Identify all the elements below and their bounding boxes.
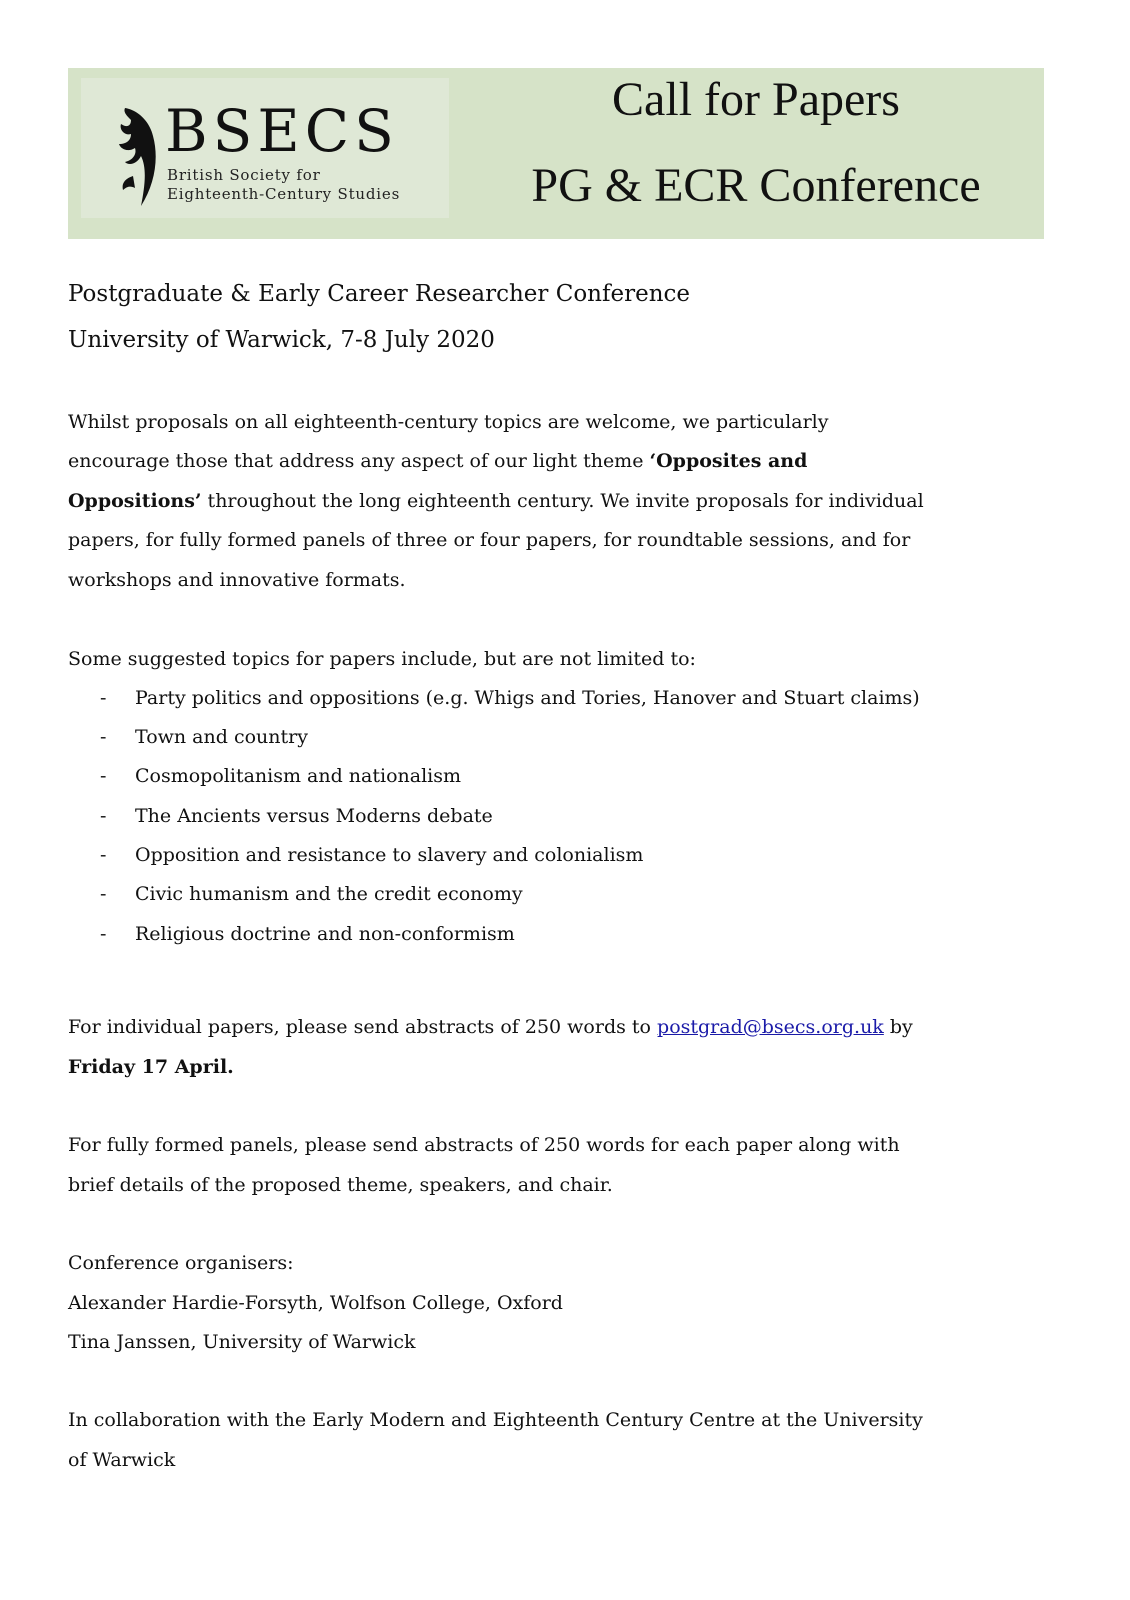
logo-wordmark: BSECS (165, 97, 399, 165)
description-line-1: Whilst proposals on all eighteenth-century topics are welcome, we particularly (68, 411, 829, 433)
submission-text: by (883, 1016, 913, 1038)
individual-submission-line-1 (68, 1008, 913, 1048)
logo-subtitle-line1: British Society for (167, 166, 321, 184)
header-banner (68, 68, 1044, 239)
list-item-text: Town and country (135, 726, 308, 748)
organiser-name: Alexander Hardie-Forsyth, Wolfson College, Oxford (68, 1292, 563, 1314)
logo-subtitle (167, 166, 400, 204)
description-line-3 (68, 482, 924, 522)
bsecs-logo (81, 78, 449, 218)
intro-venue-date: University of Warwick, 7-8 July 2020 (68, 327, 495, 353)
topics-intro: Some suggested topics for papers include, but are not limited to: (68, 648, 696, 670)
panel-submission-line-1: For fully formed panels, please send abstracts of 250 words for each paper along with (68, 1134, 900, 1156)
theme-title-part1: ‘Opposites and (649, 450, 808, 472)
bullet-dash: - (100, 765, 107, 787)
list-item-text: Cosmopolitanism and nationalism (135, 765, 461, 787)
description-line-5: workshops and innovative formats. (68, 569, 406, 591)
theme-title-part2: Oppositions’ (68, 490, 202, 512)
panel-submission-line-2: brief details of the proposed theme, speakers, and chair. (68, 1174, 613, 1196)
bullet-dash: - (100, 687, 107, 709)
bullet-dash: - (100, 923, 107, 945)
collaboration-line-1: In collaboration with the Early Modern and Eighteenth Century Centre at the University (68, 1409, 923, 1431)
description-line-4: papers, for fully formed panels of three or four papers, for roundtable sessions, and for (68, 529, 911, 551)
organisers-heading: Conference organisers: (68, 1252, 294, 1274)
description-text: throughout the long eighteenth century. We invite proposals for individual (201, 490, 924, 512)
submission-text: For individual papers, please send abstracts of 250 words to (68, 1016, 658, 1038)
bullet-dash: - (100, 726, 107, 748)
page-title (468, 68, 1044, 239)
list-item-text: Opposition and resistance to slavery and colonialism (135, 844, 644, 866)
title-call-for-papers: Call for Papers (612, 73, 900, 126)
description-text: encourage those that address any aspect of our light theme (68, 450, 650, 472)
title-conference: PG & ECR Conference (531, 159, 981, 212)
bullet-dash: - (100, 844, 107, 866)
list-item-text: Religious doctrine and non-conformism (135, 923, 515, 945)
collaboration-line-2: of Warwick (68, 1449, 176, 1471)
list-item-text: Party politics and oppositions (e.g. Whigs and Tories, Hanover and Stuart claims) (135, 687, 920, 709)
organiser-name: Tina Janssen, University of Warwick (68, 1331, 416, 1353)
individual-submission-deadline (68, 1048, 234, 1088)
list-item-text: Civic humanism and the credit economy (135, 883, 523, 905)
description-line-2 (68, 442, 807, 482)
bullet-dash: - (100, 883, 107, 905)
acanthus-leaf-icon (115, 106, 163, 208)
bullet-dash: - (100, 805, 107, 827)
email-link[interactable]: postgrad@bsecs.org.uk (657, 1016, 884, 1038)
deadline-date: Friday 17 April. (68, 1056, 234, 1078)
list-item-text: The Ancients versus Moderns debate (135, 805, 493, 827)
intro-conference-name: Postgraduate & Early Career Researcher Conference (68, 281, 691, 307)
logo-subtitle-line2: Eighteenth-Century Studies (167, 185, 401, 203)
